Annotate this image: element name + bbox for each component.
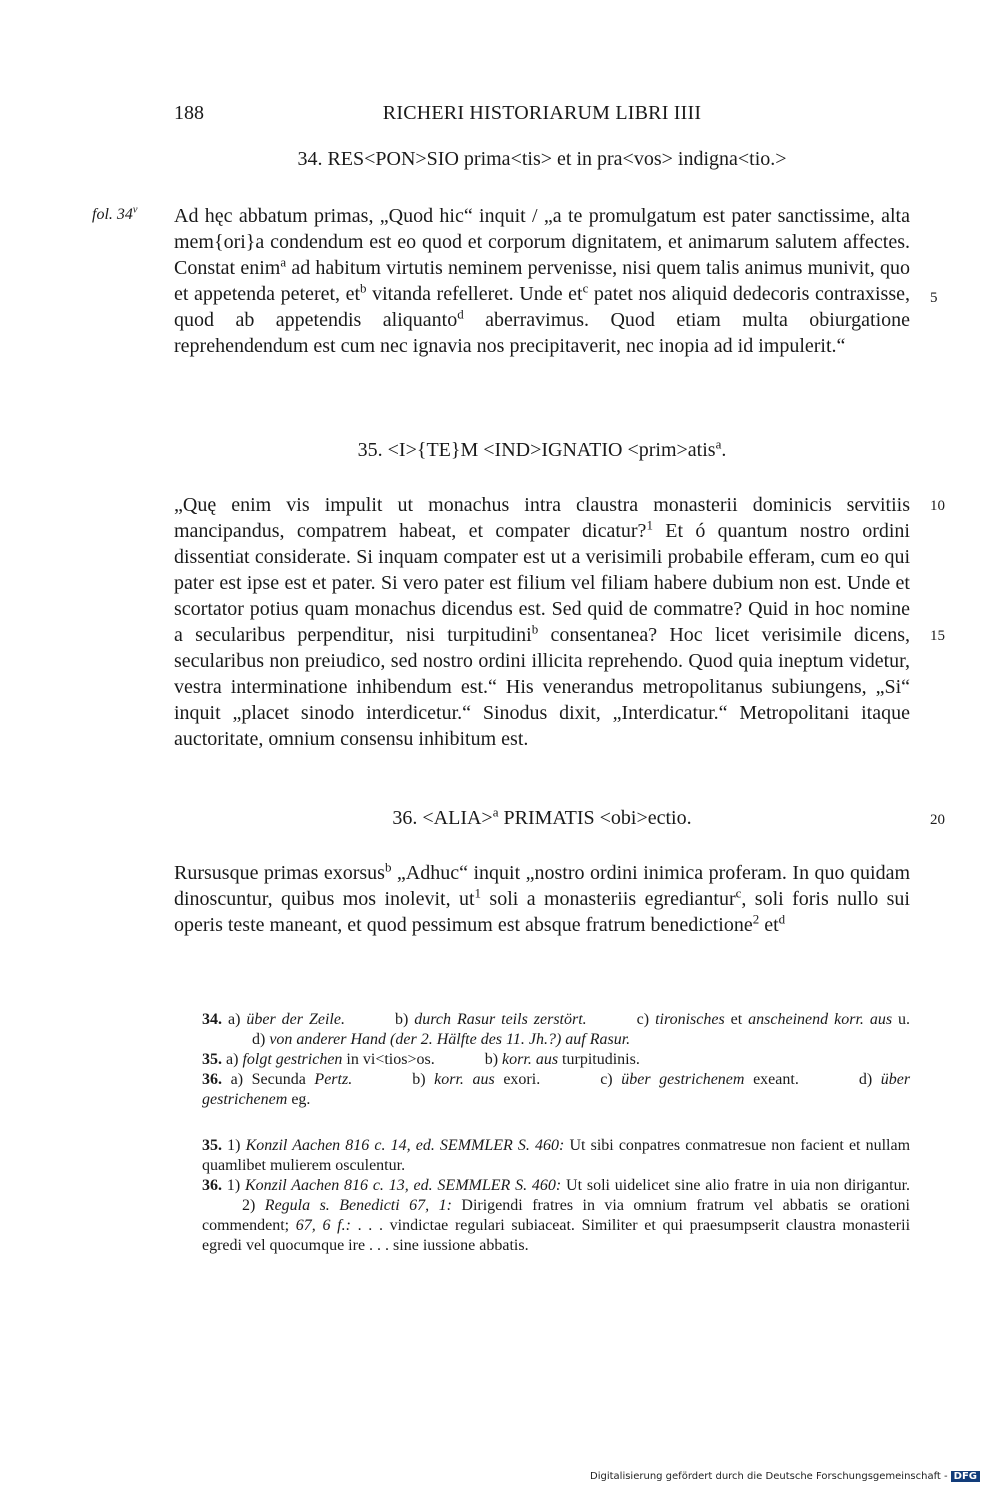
line-number: 20 xyxy=(930,812,945,828)
line-number: 15 xyxy=(930,628,945,644)
section-34-text: Ad hęc abbatum primas, „Quod hic“ inquit / „a te promulgatum est pater sanctissime, alta mem{ori}a condendum est eo quod et corporum dignitatem, et animarum salutem affectes. Constat enim$^a$ ad habitum virtutis neminem pervenisse, nisi quem talis animus munivit, quo et appetenda peteret, $et^b$ vitanda refelleret. Unde $et^c$ patet nos aliquid dedecoris contraxisse, quod ab appetendis aliquanto$^d$ aberravimus. Quod etiam multa obiurgatione reprehendendum est cum nec ignavia nos precipitaverit, nec inopia ad id impulerit.“ xyxy=(174,205,911,357)
line-number: 5 xyxy=(930,290,938,306)
running-header xyxy=(174,102,910,132)
line-number: 10 xyxy=(930,498,945,514)
section-35-heading: 35. <I>{TE}M <IND>IGNATIO <prim>atis$^a$. xyxy=(357,436,727,461)
dfg-funding-note: Digitalisierung gefördert durch die Deutsche Forschungsgemeinschaft - DFG xyxy=(590,1471,980,1482)
critical-note-35: 35. a) folgt gestrichen in vi<tios>os. b) korr. aus turpitudinis. xyxy=(202,1051,640,1068)
section-36-heading: 36. <ALIA>$^a$ PRIMATIS <obi>ectio. xyxy=(392,804,692,829)
critical-note-34: 34. a) über der Zeile. b) durch Rasur teils zerstört. c) tironisches et anscheinend korr. aus u.d) von anderer Hand (der 2. Hälfte des 11. Jh.?) auf Rasur. xyxy=(202,1011,911,1048)
section-35-text: „Quę enim vis impulit ut monachus intra claustra monasterii dominicis servitiis mancipandus, compatrem habeat, et compater dicatur?$^1$ Et ó quantum nostro ordini dissentiat considerate. Si inquam compater est ut a verisimili probabile efferam, cum eo qui pater est ipse est et pater. Si vero pater est filium vel filiam habere dubium non est. Unde et scortator potius quam monachus dicendus est. Sed quid de commatre? Quid in hoc nomine a secularibus perpenditur, nisi turpitudini$^b$ consentanea? Hoc licet verisimile dicens, secularibus non preiudico, sed nostro ordini illicita reprehendo. Quod quia ineptum videtur, vestra interminatione inhibendum est.“ His venerandus metropolitanus subiungens, „Si“ inquit „placet sinodo interdicetur.“ Sinodus dixit, „Interdicatur.“ Metropolitani itaque auctoritate, omnium consensu inhibitum est. xyxy=(174,494,910,750)
folio-marker: fol. 34$^v$ xyxy=(92,204,138,223)
section-34-heading: 34. RES<PON>SIO prima<tis> et in pra<vos> indigna<tio.> xyxy=(297,148,787,170)
critical-apparatus xyxy=(174,1010,910,1110)
source-note-35: 35. 1) Konzil Aachen 816 c. 14, ed. SEMMLER S. 460: Ut sibi conpatres conmatresue non facient et nullam quamlibet mulierem osculentur. xyxy=(202,1137,911,1174)
critical-note-36: 36. a) Secunda Pertz. b) korr. aus exori. c) über gestrichenem exeant. d) über gestrichenem eg. xyxy=(202,1071,911,1108)
section-36-text: Rursusque primas exorsus$^b$ „Adhuc“ inquit „nostro ordini inimica proferam. In quo quidam dinoscuntur, quibus mos inolevit, $ut^1$ soli a monasteriis egrediantur$^c$, soli foris nullo sui operis teste maneant, et quod pessimum est absque fratrum benedictione$^2$ $et^d$ xyxy=(174,859,910,936)
dfg-logo: DFG xyxy=(951,1471,980,1482)
page-number: 188 xyxy=(174,102,204,124)
source-note-36: 36. 1) Konzil Aachen 816 c. 13, ed. SEMMLER S. 460: Ut soli uidelicet sine alio fratre in uia non dirigantur.2) Regula s. Benedicti 67, 1: Dirigendi fratres in via omnium fratrum vel abbatis se orationi commendent; 67, 6 f.: . . . vindictae regulari subiaceat. Similiter et qui praesumpserit claustra monasterii egredi vel quocumque ire . . . sine iussione abbatis. xyxy=(202,1177,911,1254)
source-notes xyxy=(174,1136,910,1256)
running-title: RICHERI HISTORIARUM LIBRI IIII xyxy=(382,102,702,124)
